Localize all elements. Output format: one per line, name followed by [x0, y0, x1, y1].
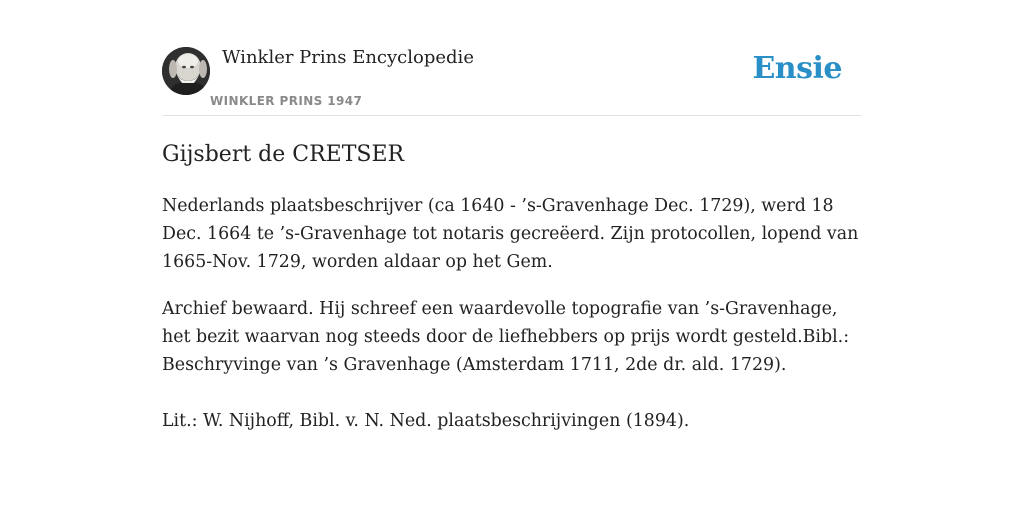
article-paragraph: Archief bewaard. Hij schreef een waardevolle topografie van ’s-Gravenhage, het bezit waarvan nog steeds door de liefhebbers op prijs wordt gesteld.Bibl.: Beschryvinge van ’s Gravenhage (Amsterdam 1711, 2de dr. ald. 1729). [162, 299, 850, 375]
brand-logo[interactable]: Ensie [752, 51, 842, 86]
source-subtitle[interactable]: WINKLER PRINS 1947 [210, 94, 363, 108]
source-avatar[interactable] [162, 47, 210, 95]
source-title[interactable]: Winkler Prins Encyclopedie [222, 47, 474, 68]
portrait-icon [162, 47, 210, 95]
article-title: Gijsbert de CRETSER [162, 142, 405, 167]
article-paragraph: Nederlands plaatsbeschrijver (ca 1640 - ’s-Gravenhage Dec. 1729), werd 18 Dec. 1664 te ’s-Gravenhage tot notaris gecreëerd. Zijn protocollen, lopend van 1665-Nov. 1729, worden aldaar op het Gem. [162, 196, 859, 272]
article-paragraph: Lit.: W. Nijhoff, Bibl. v. N. Ned. plaatsbeschrijvingen (1894). [162, 411, 690, 431]
source-header [162, 0, 862, 116]
page-container [162, 0, 862, 431]
